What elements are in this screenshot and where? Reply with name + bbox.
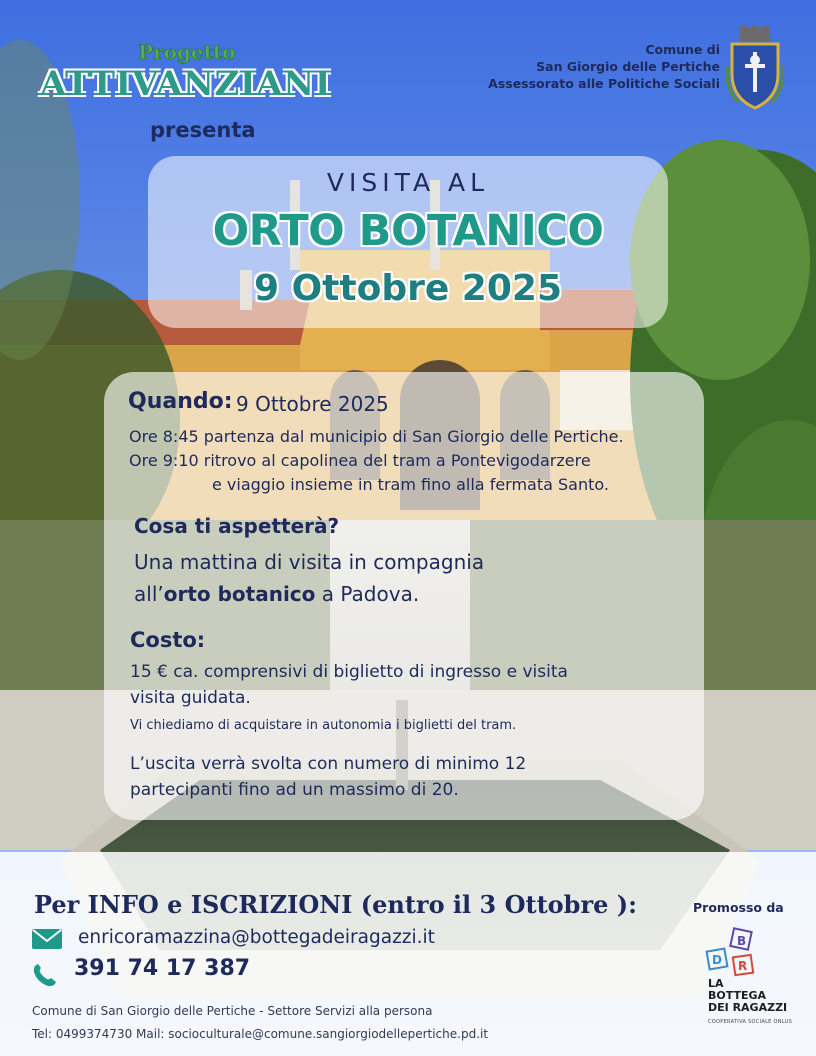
- expectation-line-1: Una mattina di visita in compagnia: [134, 550, 485, 574]
- logo-letter-r: R: [738, 959, 748, 973]
- event-title: ORTO BOTANICO: [212, 206, 604, 256]
- participants-line-2: partecipanti fino ad un massimo di 20.: [130, 780, 459, 800]
- expectation-suffix: a Padova.: [315, 582, 420, 606]
- expectation-line-2: [134, 582, 419, 606]
- schedule-line-3: e viaggio insieme in tram fino alla fermata Santo.: [212, 475, 609, 494]
- cost-line-1: 15 € ca. comprensivi di biglietto di ingresso e visita: [130, 662, 568, 682]
- schedule-line-1: Ore 8:45 partenza dal municipio di San Giorgio delle Pertiche.: [129, 427, 624, 446]
- footer-contacts: Tel: 0499374730 Mail: socioculturale@comune.sangiorgiodellepertiche.pd.it: [32, 1027, 489, 1041]
- presenta-text: presenta: [150, 118, 256, 142]
- expectation-highlight: orto botanico: [163, 582, 316, 606]
- when-value: 9 Ottobre 2025: [236, 392, 389, 416]
- promoter-name-line-2: BOTTEGA: [708, 989, 767, 1002]
- promoter-name: [708, 978, 787, 1014]
- municipality-line-3: Assessorato alle Politiche Sociali: [488, 76, 720, 91]
- envelope-icon: [32, 929, 62, 949]
- contact-heading: Per INFO e ISCRIZIONI (entro il 3 Ottobre ):: [34, 890, 637, 919]
- municipality-line-1: Comune di: [645, 42, 720, 57]
- logo-letter-d: D: [712, 953, 722, 967]
- expectation-label: Cosa ti aspetterà?: [134, 514, 340, 538]
- contact-phone[interactable]: 391 74 17 387: [74, 956, 251, 981]
- participants-line-1: L’uscita verrà svolta con numero di minimo 12: [130, 754, 527, 774]
- project-label: Progetto: [138, 40, 236, 64]
- cost-label: Costo:: [130, 628, 206, 652]
- schedule-line-2: Ore 9:10 ritrovo al capolinea del tram a Pontevigodarzere: [129, 451, 591, 470]
- cost-line-2: visita guidata.: [130, 688, 251, 708]
- bottega-logo-icon: [704, 926, 764, 978]
- logo-letter-b: B: [737, 934, 747, 948]
- project-name: ATTIVANZIANI: [40, 64, 332, 104]
- promoter-name-line-1: LA: [708, 977, 724, 990]
- when-label: Quando:: [128, 389, 233, 414]
- contact-email[interactable]: enricoramazzina@bottegadeiragazzi.it: [78, 927, 435, 948]
- visit-heading: VISITA AL: [326, 168, 490, 197]
- promoter-subtitle: COOPERATIVA SOCIALE ONLUS: [708, 1019, 793, 1025]
- event-date: 9 Ottobre 2025: [253, 268, 562, 309]
- tram-ticket-note: Vi chiediamo di acquistare in autonomia i biglietti del tram.: [130, 718, 517, 733]
- expectation-prefix: all’: [134, 582, 164, 606]
- promoter-name-line-3: DEI RAGAZZI: [708, 1001, 788, 1014]
- promoted-by-label: Promosso da: [693, 900, 784, 915]
- municipality-block: [488, 41, 720, 92]
- municipality-line-2: San Giorgio delle Pertiche: [536, 59, 720, 74]
- footer-office: Comune di San Giorgio delle Pertiche - Settore Servizi alla persona: [32, 1004, 433, 1018]
- phone-icon: [32, 962, 60, 988]
- coat-of-arms-icon: [726, 26, 784, 110]
- contact-band: [0, 852, 816, 1056]
